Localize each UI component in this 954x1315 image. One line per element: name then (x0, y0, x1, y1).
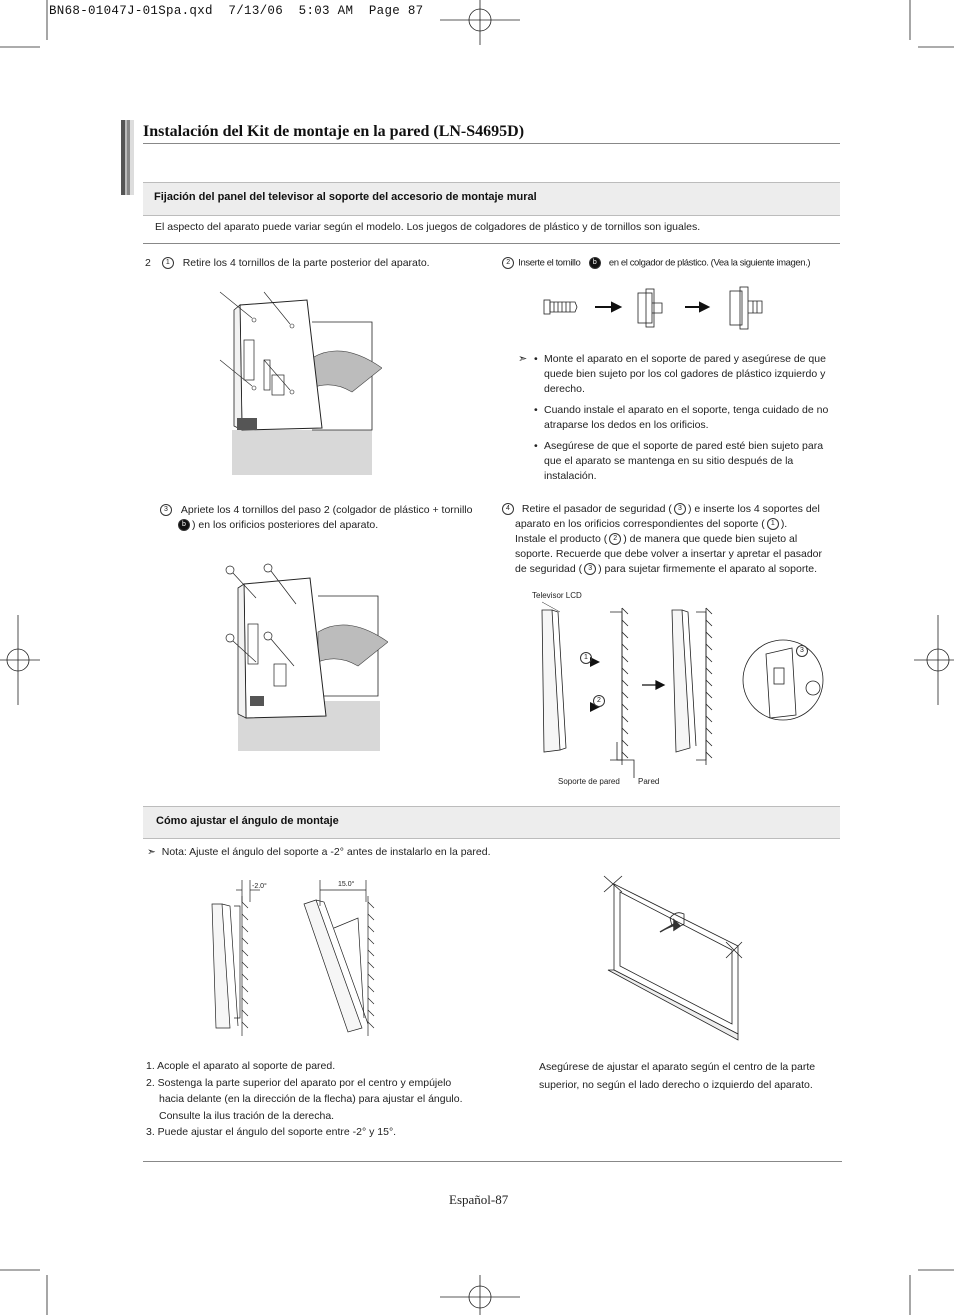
section1-intro: El aspecto del aparato puede variar según el modelo. Los juegos de colgadores de plástico y de tornillos son iguales. (155, 221, 701, 233)
angle-label-b: 15.0° (338, 881, 355, 888)
page-title: Instalación del Kit de montaje en la pared (LN-S4695D) (143, 123, 525, 140)
step-2 (500, 257, 810, 269)
label-wall-bracket: Soporte de pared (558, 777, 620, 786)
title-rule (143, 143, 840, 144)
step-3-text-a: Apriete los 4 tornillos del paso 2 (colgador de plástico + tornillo (180, 504, 473, 516)
step-4-line2a: aparato en los orificios correspondientes del soporte ( (515, 518, 765, 530)
step-4-line5a: de seguridad ( (515, 563, 583, 575)
section1-heading: Fijación del panel del televisor al soporte del accesorio de montaje mural (154, 191, 537, 203)
screw-hanger-figure (540, 285, 780, 335)
step-4 (500, 502, 840, 577)
pin-marker: 3 (584, 563, 596, 575)
list-item: 3. Puede ajustar el ángulo del soporte entre -2° y 15°. (146, 1126, 397, 1138)
list-item: 2. Sostenga la parte superior del aparato por el centro y empújelo (146, 1076, 452, 1089)
tv-back-figure-2 (218, 556, 388, 756)
step-4-line2b: ). (780, 518, 788, 530)
section1-heading-band (143, 182, 840, 216)
list-item: Consulte la ilus tración de la derecha. (159, 1109, 335, 1122)
section-tab (121, 120, 134, 195)
list-item: hacia delante (en la dirección de la flecha) para ajustar el ángulo. (159, 1093, 463, 1105)
step-number: 2 (145, 257, 151, 269)
note-arrow-icon: ➣ (147, 846, 156, 858)
tv-back-figure-1 (212, 280, 382, 480)
page-number: Español-87 (449, 1192, 509, 1207)
section2-heading-band (143, 806, 840, 839)
step-3-text-b: ) en los orificios posteriores del aparato. (192, 519, 379, 531)
step-4-line3b: ) de manera que quede bien sujeto al (623, 533, 798, 545)
footer-rule (143, 1161, 842, 1162)
note-item: • Asegúrese de que el soporte de pared esté bien sujeto para que el aparato se mantenga en su sitio después de la instalación. (534, 439, 834, 484)
screw-b-marker: b (178, 519, 190, 531)
pin-marker: 3 (674, 503, 686, 515)
section2-list (146, 1058, 463, 1141)
angle-label-a: -2.0° (252, 883, 267, 890)
print-header: BN68-01047J-01Spa.qxd 7/13/06 5:03 AM Page 87 (49, 4, 424, 18)
section2-right-note: Asegúrese de ajustar el aparato según el centro de la parte superior, no según el lado derecho o izquierdo del aparato. (539, 1061, 816, 1091)
screw-b-marker: b (589, 257, 601, 269)
label-wall: Pared (638, 777, 660, 786)
figure-marker-3: 3 (796, 645, 808, 657)
figure-marker-1: 1 (580, 652, 592, 664)
step-4-line4: soporte. Recuerde que debe volver a insertar y apretar el pasador (515, 548, 823, 560)
step-3-marker: 3 (160, 504, 172, 516)
step-2-text-a: Inserte el tornillo (518, 257, 581, 269)
note-item: • Cuando instale el aparato en el soporte, tenga cuidado de no atraparse los dedos en los orificios. (534, 403, 834, 433)
product-marker: 2 (609, 533, 621, 545)
list-item: 1. Acople el aparato al soporte de pared. (146, 1060, 336, 1072)
step-4-line1b: ) e inserte los 4 soportes del (687, 503, 820, 515)
step-2-marker: 2 (502, 257, 514, 269)
step-4-line3a: Instale el producto ( (515, 533, 608, 545)
notes-arrow: ➣ (518, 353, 528, 365)
step-1-text: Retire los 4 tornillos de la parte posterior del aparato. (182, 257, 430, 269)
step-4-line5b: ) para sujetar firmemente el aparato al soporte. (598, 563, 817, 575)
step-4-line1a: Retire el pasador de seguridad ( (521, 503, 672, 515)
section2-heading: Cómo ajustar el ángulo de montaje (156, 815, 339, 827)
section2-note-text: Nota: Ajuste el ángulo del soporte a -2° antes de instalarlo en la pared. (161, 846, 491, 858)
step-4-marker: 4 (502, 503, 514, 515)
step-1-marker: 1 (162, 257, 174, 269)
notes-list (534, 352, 834, 484)
section2-note (147, 845, 490, 860)
bracket-marker: 1 (767, 518, 779, 530)
step-2-text-b: en el colgador de plástico. (Vea la siguiente imagen.) (608, 257, 811, 269)
intro-rule (143, 243, 840, 244)
note-item: • Monte el aparato en el soporte de pared y asegúrese de que quede bien sujeto por los col gadores de plástico izquierdo y derecho. (534, 352, 834, 397)
tv-front-push-figure (600, 874, 760, 1044)
step-1 (145, 256, 430, 271)
figure-marker-2: 2 (593, 695, 605, 707)
wall-mount-figure (530, 600, 840, 780)
angle-figure (208, 878, 398, 1038)
label-lcd-tv: Televisor LCD (532, 591, 582, 600)
step-3 (158, 503, 478, 533)
